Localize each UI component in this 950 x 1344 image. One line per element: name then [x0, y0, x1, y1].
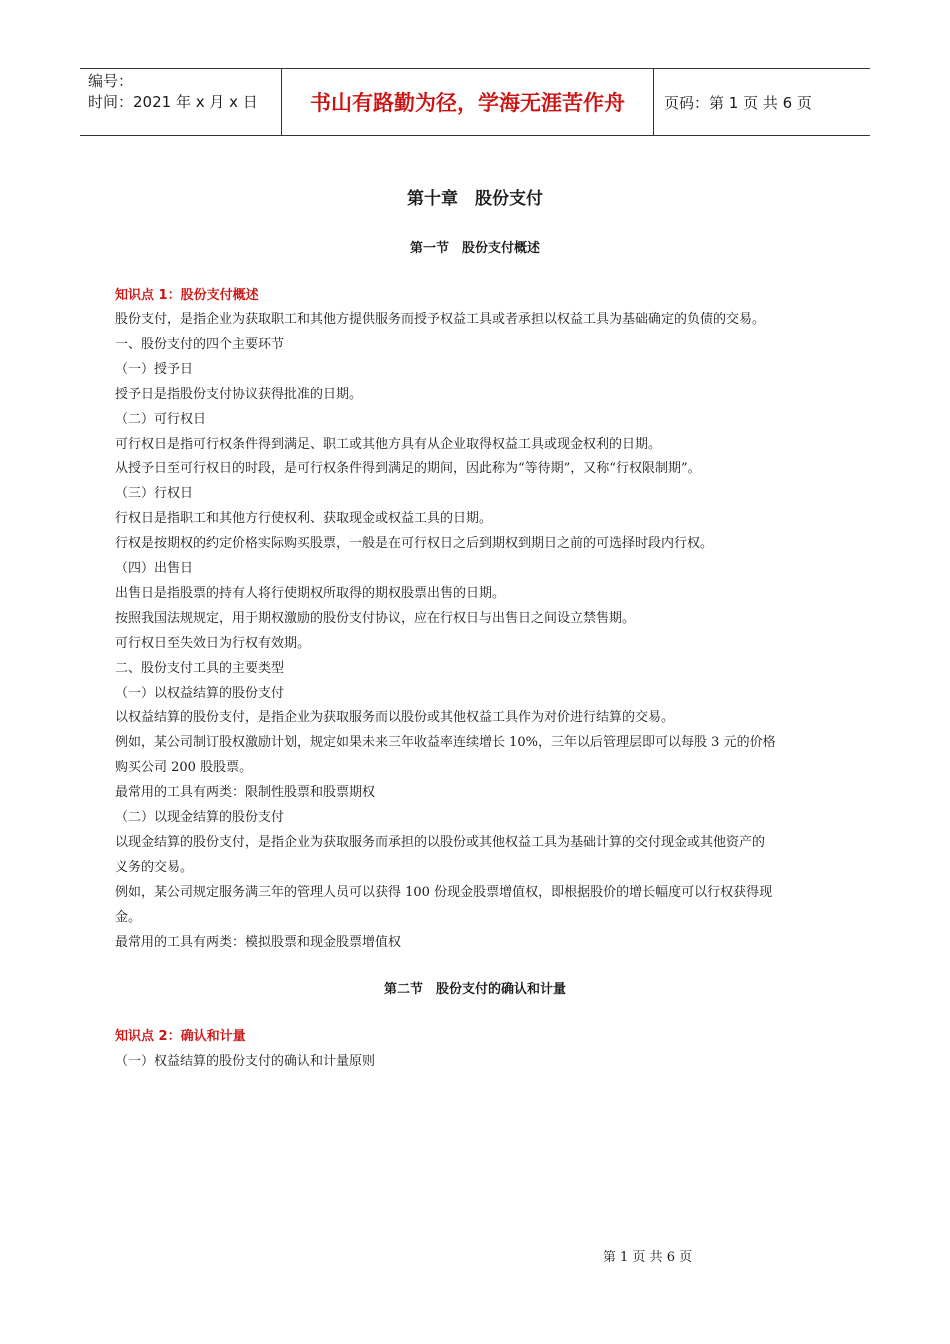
page-header [80, 68, 870, 136]
text-line: （一）权益结算的股份支付的确认和计量原则 [115, 1054, 376, 1069]
text-line: 一、股份支付的四个主要环节 [115, 336, 285, 352]
text-line: （四）出售日 [115, 561, 194, 576]
header-motto: 书山有路勤为径，学海无涯苦作舟 [282, 69, 654, 135]
text-line: 可行权日是指可行权条件得到满足、职工或其他方具有从企业取得权益工具或现金权利的日期。 [115, 436, 662, 452]
text-line: 以权益结算的股份支付，是指企业为获取服务而以股份或其他权益工具作为对价进行结算的交易。 [115, 710, 675, 726]
text-line: 义务的交易。 [115, 859, 194, 875]
page-footer: 第 1 页 共 6 页 [602, 1250, 693, 1265]
section2-title: 第二节 股份支付的确认和计量 [383, 982, 566, 997]
text-line: 以现金结算的股份支付，是指企业为获取服务而承担的以股份或其他权益工具为基础计算的交付现金或其他资产的 [115, 834, 766, 850]
text-line: （二）可行权日 [115, 411, 207, 427]
text-line: （三）行权日 [115, 486, 194, 502]
text-line: 二、股份支付工具的主要类型 [115, 660, 285, 676]
header-time: 时间：2021 年 x 月 x 日 [88, 93, 258, 111]
text-line: 例如，某公司规定服务满三年的管理人员可以获得 100 份现金股票增值权，即根据股价的增长幅度可以行权获得现 [115, 884, 773, 900]
header-page-info: 页码：第 1 页 共 6 页 [664, 93, 812, 112]
text-line: 最常用的工具有两类：限制性股票和股票期权 [115, 785, 376, 801]
text-line: （二）以现金结算的股份支付 [115, 810, 285, 825]
chapter-title: 第十章 股份支付 [407, 189, 543, 209]
text-line: （一）授予日 [115, 361, 194, 377]
text-line: 金。 [115, 909, 142, 925]
header-number: 编号： [88, 72, 134, 90]
text-line: （一）以权益结算的股份支付 [115, 685, 285, 701]
text-line: 出售日是指股票的持有人将行使期权所取得的期权股票出售的日期。 [115, 585, 506, 601]
text-line: 从授予日至可行权日的时段，是可行权条件得到满足的期间，因此称为“等待期”，又称“行权限制期”。 [115, 461, 701, 477]
text-line: 股份支付，是指企业为获取职工和其他方提供服务而授予权益工具或者承担以权益工具为基础确定的负债的交易。 [115, 312, 766, 327]
knowledge-point-2-title: 知识点 2：确认和计量 [115, 1029, 246, 1044]
text-line: 授予日是指股份支付协议获得批准的日期。 [115, 386, 363, 402]
text-line: 最常用的工具有两类：模拟股票和现金股票增值权 [115, 934, 402, 950]
text-line: 行权是按期权的约定价格实际购买股票，一般是在可行权日之后到期权到期日之前的可选择时段内行权。 [115, 536, 714, 552]
text-line: 按照我国法规规定，用于期权激励的股份支付协议，应在行权日与出售日之间设立禁售期。 [115, 610, 636, 626]
section1-title: 第一节 股份支付概述 [409, 241, 540, 256]
text-line: 购买公司 200 股股票。 [115, 760, 253, 776]
header-meta [80, 69, 282, 135]
text-line: 可行权日至失效日为行权有效期。 [115, 635, 311, 651]
text-line: 行权日是指职工和其他方行使权利、获取现金或权益工具的日期。 [115, 511, 493, 527]
text-line: 例如，某公司制订股权激励计划，规定如果未来三年收益率连续增长 10%，三年以后管理层即可以每股 3 元的价格 [115, 735, 776, 751]
knowledge-point-1-title: 知识点 1：股份支付概述 [115, 288, 259, 303]
